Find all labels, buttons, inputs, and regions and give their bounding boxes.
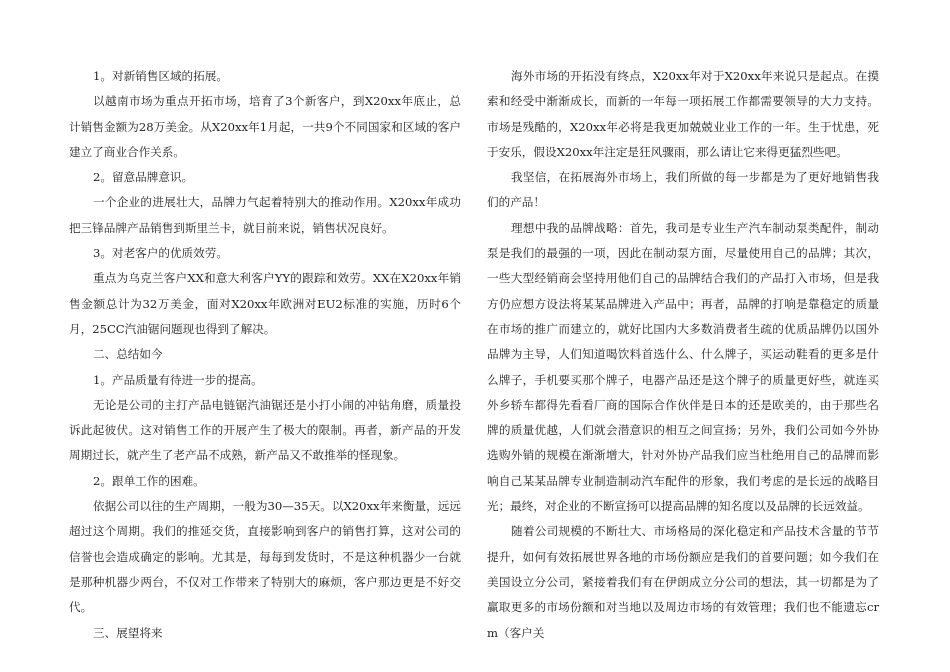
list-item-existing-clients: 3。对老客户的优质效劳。 [93,246,228,261]
paragraph-company-growth: 随着公司规模的不断壮大、市场格局的深化稳定和产品技术含量的节节提升，如何有效拓展世界各地的市场份额应是我们的首要问题；如今我们在美国设立分公司，紧接着我们有在伊朗成立分公司的想法，其一切都是为了赢取更多的市场份额和对当地以及周边市场的有效管理；我们也不能遗忘crm（客户关 [487,524,879,640]
paragraph-brand-strategy: 理想中我的品牌战略：首先，我司是专业生产汽车制动泵类配件，制动泵是我们的最强的一项，因此在制动泵方面，尽量使用自己的品牌；其次，一些大型经销商会坚持用他们自己的品牌结合我们的产品打入市场，但是我方仍应想方设法将某某品牌进入产品中；再者，品牌的打响是靠稳定的质量在市场的推广而建立的，就好比国内大多数消费者生疏的优质品牌仍以国外品牌为主导，人们知道喝饮料首选什么、什么牌子，买运动鞋看的更多是什么牌子，手机要买那个牌子，电器产品还是这个牌子的质量更好些，就连买外乡轿车都得先看看厂商的国际合作伙伴是日本的还是欧美的，由于那些名牌的质量优越，人们就会潜意识的相互之间宣扬；另外，我们公司如今外协选购外销的规模在渐渐增大，针对外协产品我们应当杜绝用自己的品牌而影响自己某某品牌专业制造制动汽车配件的形象，我们考虑的是长远的战略目光；最终，对企业的不断宣扬可以提高品牌的知名度以及品牌的长远效益。 [487,220,879,514]
paragraph-belief: 我坚信，在拓展海外市场上，我们所做的每一步都是为了更好地销售我们的产品！ [487,170,879,210]
paragraph-ukraine-italy-clients: 重点为乌克兰客户XX和意大利客户YY的跟踪和效劳。XX在X20xx年销售金额总计为32万美金，面对X20xx年欧洲对EU2标准的实施，历时6个月，25CC汽油锯问题现也得到了解决。 [69,271,461,336]
paragraph-overseas-market: 海外市场的开拓没有终点，X20xx年对于X20xx年来说只是起点。在摸索和经受中渐渐成长，而新的一年每一项拓展工作都需要领导的大力支持。市场是残酷的，X20xx年必将是我更加兢兢业业工作的一年。生于忧患，死于安乐，假设X20xx年注定是狂风骤雨，那么请让它来得更猛烈些吧。 [487,69,879,159]
paragraph-brand-development: 一个企业的进展壮大，品牌力气起着特别大的推动作用。X20xx年成功把三锋品牌产品销售到斯里兰卡，就目前来说，销售状况良好。 [69,195,461,235]
list-item-product-quality: 1。产品质量有待进一步的提高。 [93,372,263,387]
section-heading-summary: 二、总结如今 [93,347,163,362]
paragraph-vietnam-market: 以越南市场为重点开拓市场，培育了3个新客户，到X20xx年底止，总计销售金额为28万美金。从X20xx年1月起，一共9个不同国家和区域的客户建立了商业合作关系。 [69,94,461,159]
list-item-new-sales-regions: 1。对新销售区域的拓展。 [93,69,228,83]
list-item-brand-awareness: 2。留意品牌意识。 [93,170,194,185]
paragraph-quality-issues: 无论是公司的主打产品电链锯汽油锯还是小打小闹的冲钻角磨，质量投诉此起彼伏。这对销售工作的开展产生了极大的限制。再者，新产品的开发周期过长，就产生了老产品不成熟，新产品又不敢推举的怪现象。 [69,397,461,463]
right-column [487,64,879,646]
left-column [69,64,461,646]
list-item-order-follow-up: 2。跟单工作的困难。 [93,473,205,488]
paragraph-production-cycle: 依据公司以往的生产周期，一般为30—35天。以X20xx年来衡量，远远超过这个周期。我们的推延交货，直接影响到客户的销售打算，这对公司的信誉也会造成确定的影响。尤其是，每每到发货时，不是这种机器少一台就是那种机器少两台，不仅对工作带来了特别大的麻烦，客户那边更是不好交代。 [69,499,461,615]
section-heading-outlook: 三、展望将来 [93,625,163,640]
